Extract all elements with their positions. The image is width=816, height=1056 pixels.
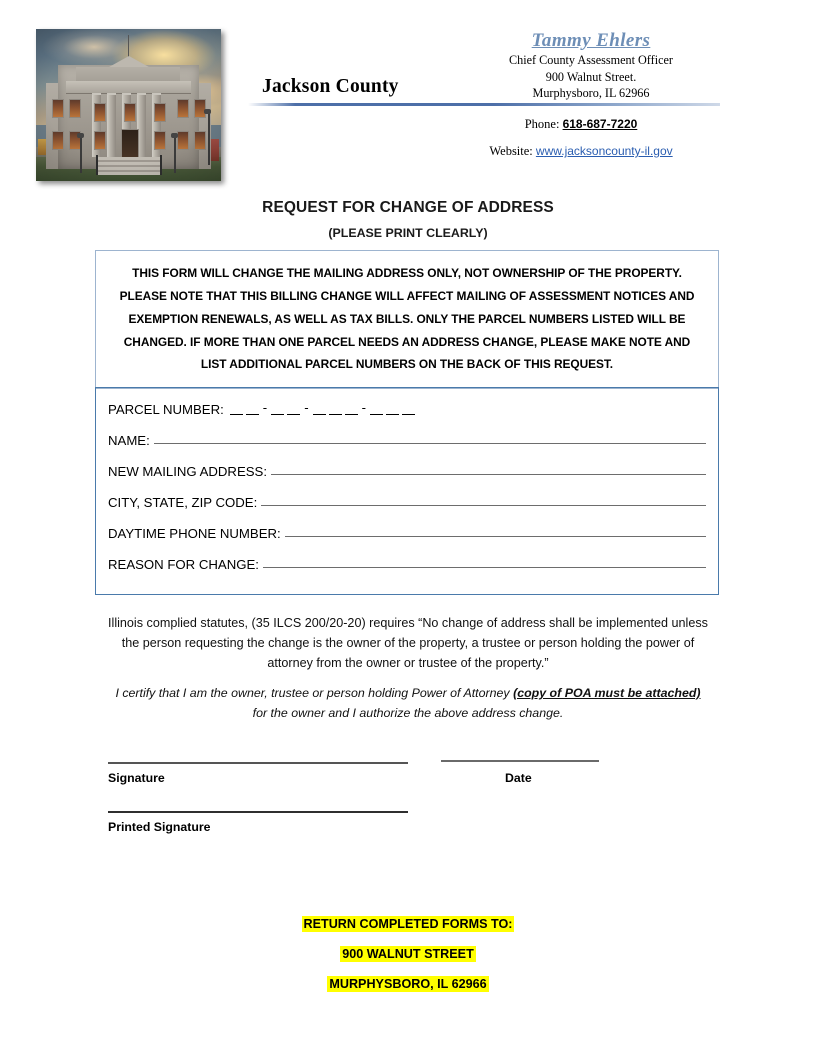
return-street: 900 WALNUT STREET <box>342 947 474 961</box>
form-field-row <box>108 464 706 479</box>
form-field-row <box>108 402 706 417</box>
parcel-separator: - <box>304 400 309 415</box>
printed-signature-label: Printed Signature <box>108 820 211 834</box>
parcel-separator: - <box>361 400 366 415</box>
field-input-line[interactable] <box>261 505 706 506</box>
parcel-digit-blank[interactable] <box>287 405 300 415</box>
parcel-separator: - <box>262 400 268 415</box>
website-url-link[interactable]: www.jacksoncounty-il.gov <box>535 144 673 158</box>
field-label: REASON FOR CHANGE: <box>108 557 259 572</box>
phone-label: Phone: <box>524 117 560 131</box>
parcel-number-input[interactable] <box>230 400 418 418</box>
parcel-digit-blank[interactable] <box>313 405 326 415</box>
header-divider-rule <box>248 103 720 106</box>
form-title-block <box>0 199 816 240</box>
field-label: PARCEL NUMBER: <box>108 402 224 417</box>
poa-emphasis: (copy of POA must be attached) <box>513 686 701 700</box>
parcel-digit-blank[interactable] <box>230 405 243 415</box>
certification-part1: I certify that I am the owner, trustee or person holding Power of Attorney <box>115 686 514 700</box>
jackson-county-courthouse-photo <box>36 29 221 181</box>
officer-street: 900 Walnut Street. <box>545 69 637 84</box>
parcel-digit-blank[interactable] <box>271 405 284 415</box>
signature-line[interactable] <box>108 762 408 764</box>
parcel-digit-blank[interactable] <box>329 405 342 415</box>
field-input-line[interactable] <box>263 567 706 568</box>
parcel-digit-blank[interactable] <box>345 405 358 415</box>
letterhead-header <box>0 0 816 190</box>
contact-info-block <box>440 117 722 171</box>
field-label: NEW MAILING ADDRESS: <box>108 464 268 479</box>
form-field-row <box>108 557 706 572</box>
return-line-3-wrap <box>0 975 816 993</box>
return-line-2-wrap <box>0 945 816 963</box>
return-address-block <box>0 915 816 1005</box>
field-label: DAYTIME PHONE NUMBER: <box>108 526 281 541</box>
certification-part2: for the owner and I authorize the above address change. <box>252 706 564 721</box>
form-field-row <box>108 495 706 510</box>
officer-title: Chief County Assessment Officer <box>509 53 673 68</box>
parcel-digit-blank[interactable] <box>370 405 383 415</box>
return-line-1-wrap <box>0 915 816 933</box>
parcel-digit-blank[interactable] <box>386 405 399 415</box>
field-label: NAME: <box>108 433 150 448</box>
printed-signature-line[interactable] <box>108 811 408 813</box>
date-label: Date <box>505 771 532 785</box>
form-field-row <box>108 433 706 448</box>
parcel-digit-blank[interactable] <box>402 405 415 415</box>
parcel-digit-blank[interactable] <box>246 405 259 415</box>
page-title: REQUEST FOR CHANGE OF ADDRESS <box>262 199 554 216</box>
phone-number-link[interactable]: 618-687-7220 <box>562 117 638 131</box>
officer-city-state-zip: Murphysboro, IL 62966 <box>532 85 650 100</box>
statute-text: Illinois complied statutes, (35 ILCS 200/20-20) requires “No change of address shall be implemented unless the person requesting the change is the owner of the property, a trustee or person holding the power of attorney from the owner or trustee of the property.” <box>108 616 708 670</box>
officer-info-block <box>460 30 722 101</box>
officer-name: Tammy Ehlers <box>531 30 651 51</box>
website-label: Website: <box>489 144 533 158</box>
field-input-line[interactable] <box>271 474 706 475</box>
county-name: Jackson County <box>262 76 399 97</box>
page-subtitle: (PLEASE PRINT CLEARLY) <box>328 226 488 240</box>
return-instruction: RETURN COMPLETED FORMS TO: <box>303 917 513 931</box>
field-label: CITY, STATE, ZIP CODE: <box>108 495 258 510</box>
website-row <box>440 144 722 159</box>
phone-row <box>440 117 722 132</box>
field-input-line[interactable] <box>285 536 706 537</box>
photo-vignette <box>36 29 221 181</box>
field-input-line[interactable] <box>154 443 706 444</box>
certification-text <box>110 683 706 723</box>
notice-box <box>95 250 719 389</box>
notice-text: THIS FORM WILL CHANGE THE MAILING ADDRESS ONLY, NOT OWNERSHIP OF THE PROPERTY. PLEASE NOTE THAT THIS BILLING CHANGE WILL AFFECT MAILING OF ASSESSMENT NOTICES AND EXEMPTION RENEWALS, AS WELL AS TAX BILLS. ONLY THE PARCEL NUMBERS LISTED WILL BE CHANGED. IF MORE THAN ONE PARCEL NEEDS AN ADDRESS CHANGE, PLEASE MAKE NOTE AND LIST ADDITIONAL PARCEL NUMBERS ON THE BACK OF THIS REQUEST. <box>119 266 695 372</box>
form-fields-box <box>95 387 719 595</box>
signature-label: Signature <box>108 771 165 785</box>
return-city-state-zip: MURPHYSBORO, IL 62966 <box>329 977 487 991</box>
form-field-row <box>108 526 706 541</box>
date-line[interactable] <box>441 760 599 762</box>
